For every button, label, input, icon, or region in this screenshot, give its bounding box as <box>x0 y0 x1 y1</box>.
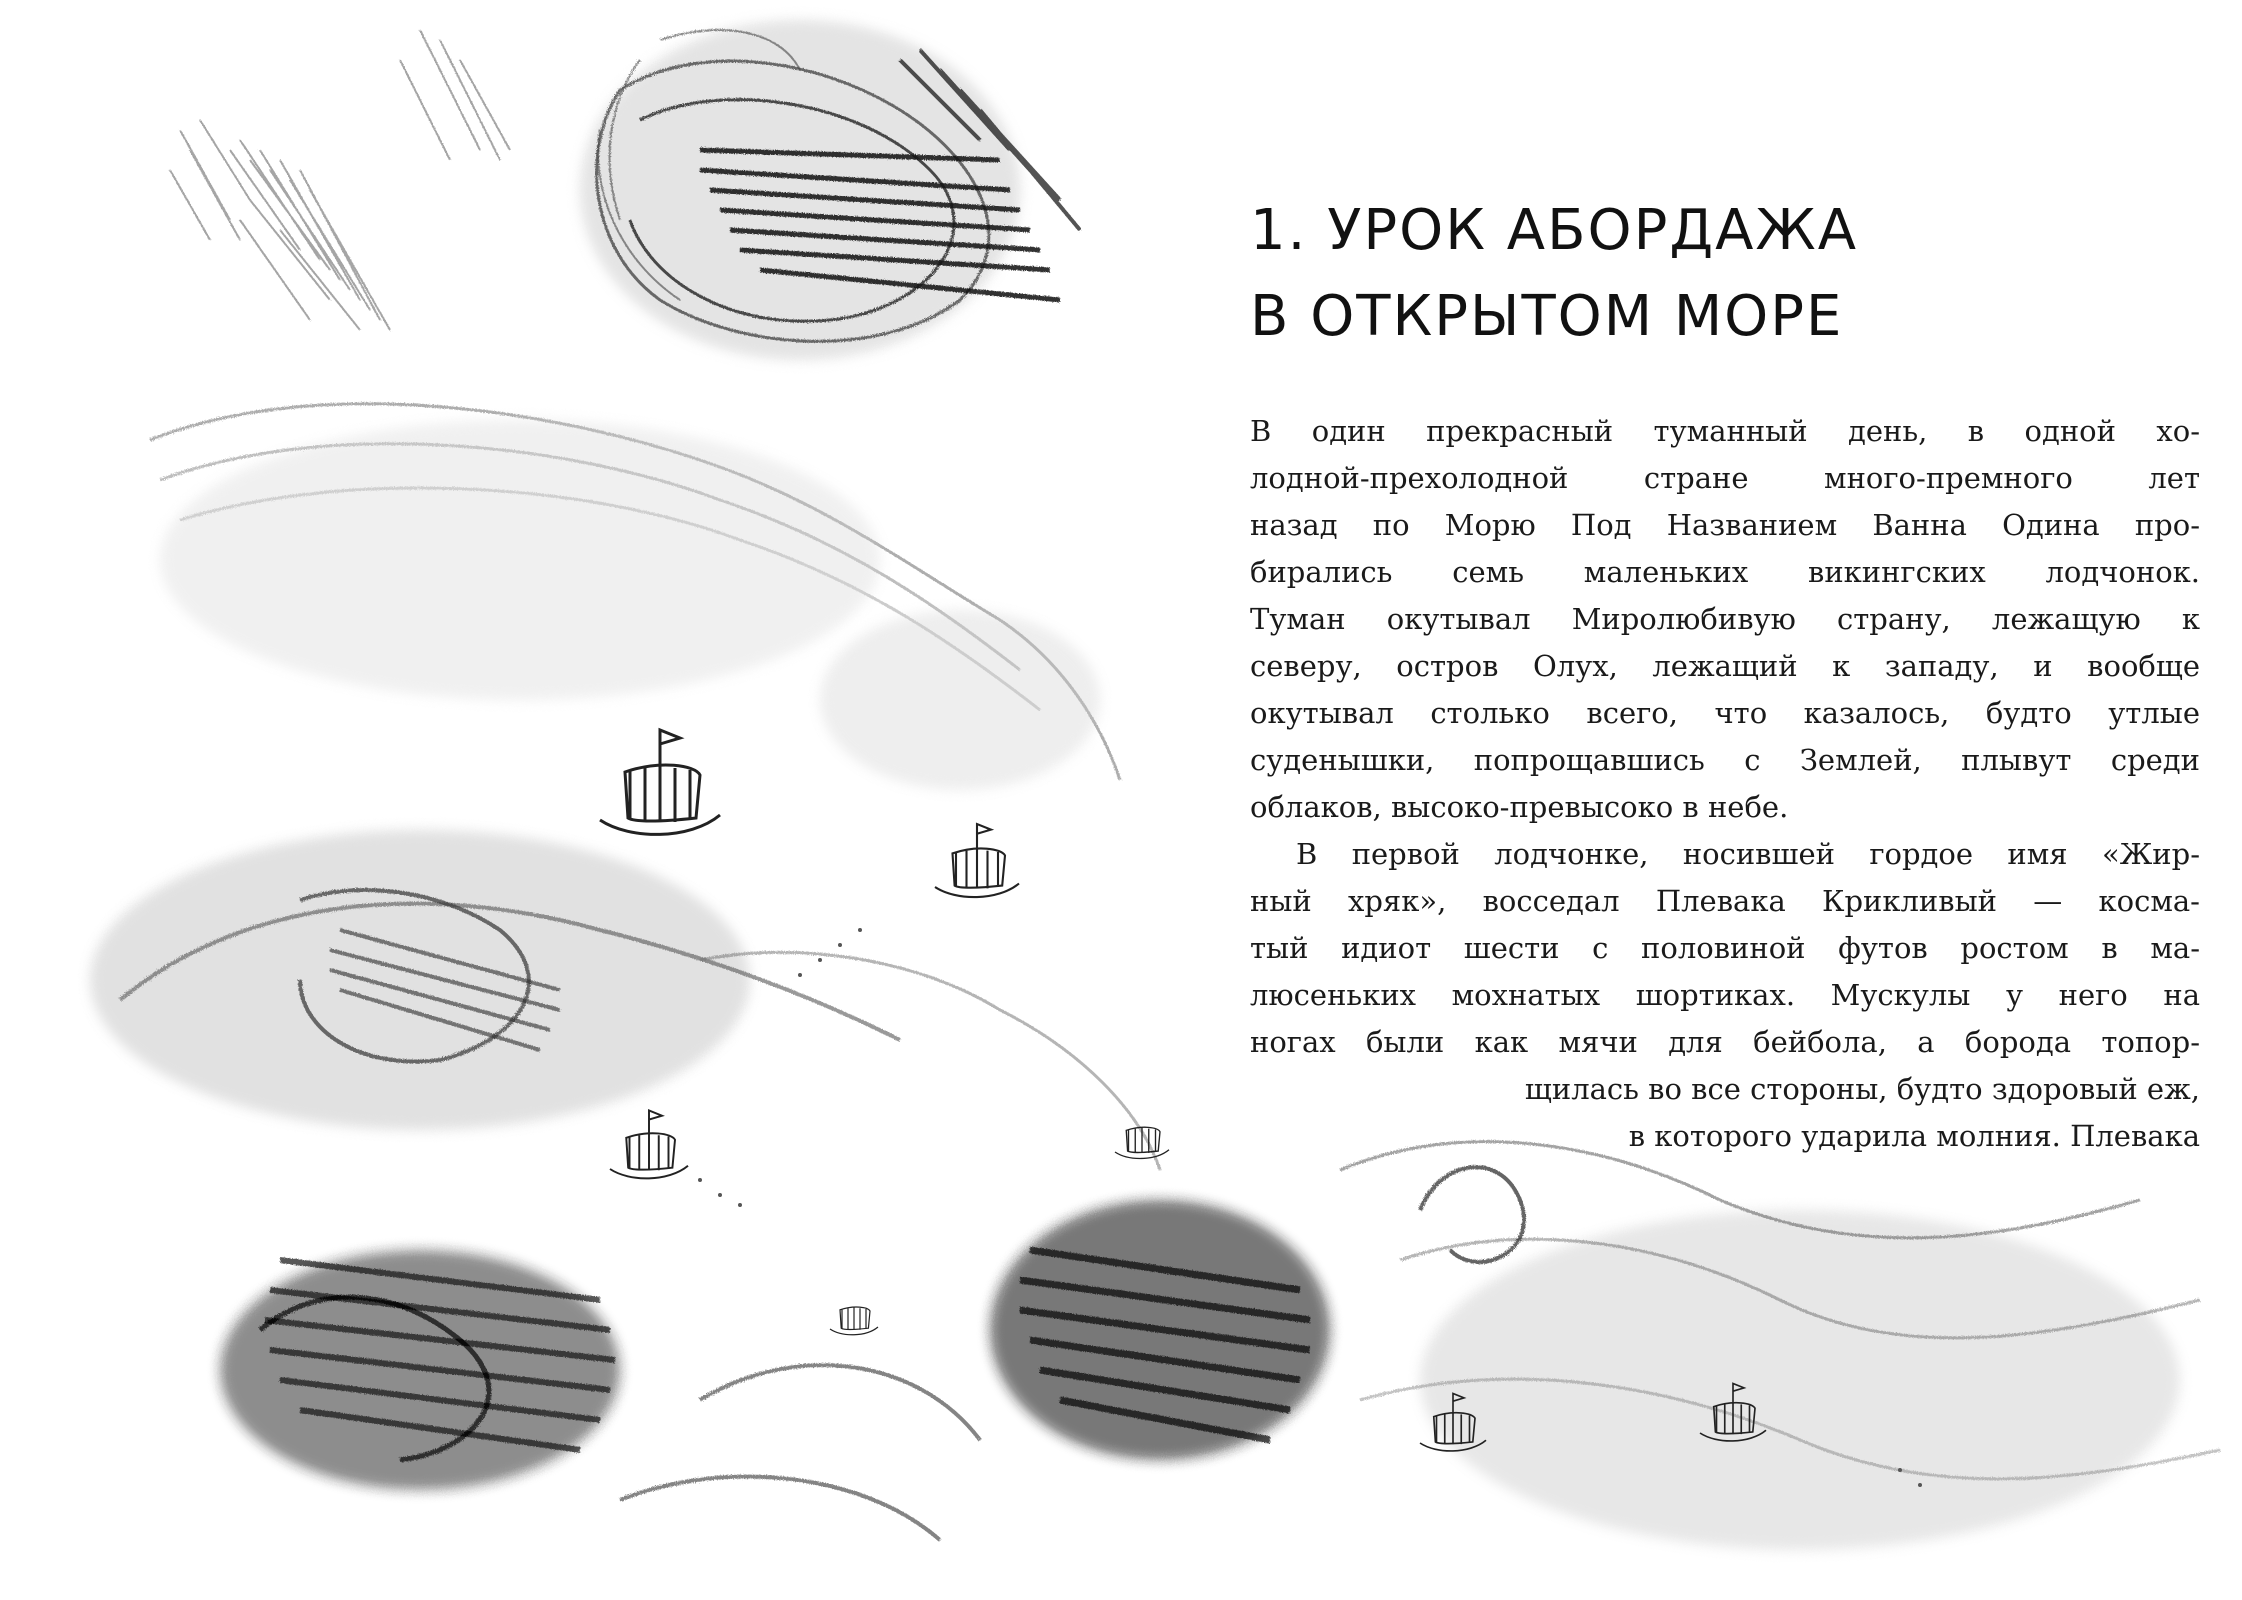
wave-band-upper <box>150 404 1120 790</box>
text-line: лодной-прехолодной стране много-премного лет <box>1250 461 2200 495</box>
text-line: суденышки, попрощавшись с Землей, плывут среди <box>1250 743 2200 777</box>
chapter-title-line: В ОТКРЫТОМ МОРЕ <box>1250 283 1844 349</box>
chapter-title <box>1250 188 1950 360</box>
text-line: В первой лодчонке, носившей гордое имя «Жир- <box>1296 837 2200 871</box>
sky-hatch-left <box>170 30 510 330</box>
text-line: люсеньких мохнатых шортиках. Мускулы у него на <box>1250 978 2200 1012</box>
text-line: ногах были как мячи для бейбола, а борода топор- <box>1250 1025 2200 1059</box>
text-line: ный хряк», восседал Плевака Крикливый — косма- <box>1250 884 2200 918</box>
wave-band-middle <box>90 830 1160 1170</box>
chapter-title-line: 1. УРОК АБОРДАЖА <box>1250 197 1859 263</box>
wave-band-lower-dark <box>220 1200 1330 1540</box>
chapter-body-text <box>1250 408 2200 1160</box>
text-line: В один прекрасный туманный день, в одной хо- <box>1250 414 2200 448</box>
text-line: щилась во все стороны, будто здоровый еж, <box>1524 1072 2200 1106</box>
text-line: бирались семь маленьких викингских лодчонок. <box>1250 555 2200 589</box>
viking-ship <box>935 824 1019 897</box>
text-line: назад по Морю Под Названием Ванна Одина про- <box>1250 508 2200 542</box>
text-line: северу, остров Олух, лежащий к западу, и вообще <box>1250 649 2200 683</box>
text-line: в которого ударила молния. Плевака <box>1628 1119 2200 1153</box>
text-line: окутывал столько всего, что казалось, будто утлые <box>1250 696 2200 730</box>
viking-ship <box>600 730 720 834</box>
text-line: облаков, высоко-превысоко в небе. <box>1250 790 1789 824</box>
viking-ship <box>610 1111 688 1179</box>
text-line: тый идиот шести с половиной футов ростом в ма- <box>1250 931 2200 965</box>
text-line: Туман окутывал Миролюбивую страну, лежащую к <box>1250 602 2200 636</box>
viking-ship <box>1115 1127 1169 1158</box>
viking-ship <box>830 1307 878 1335</box>
sky-scribble-dark <box>580 20 1080 360</box>
wave-band-right <box>1340 1142 2220 1550</box>
